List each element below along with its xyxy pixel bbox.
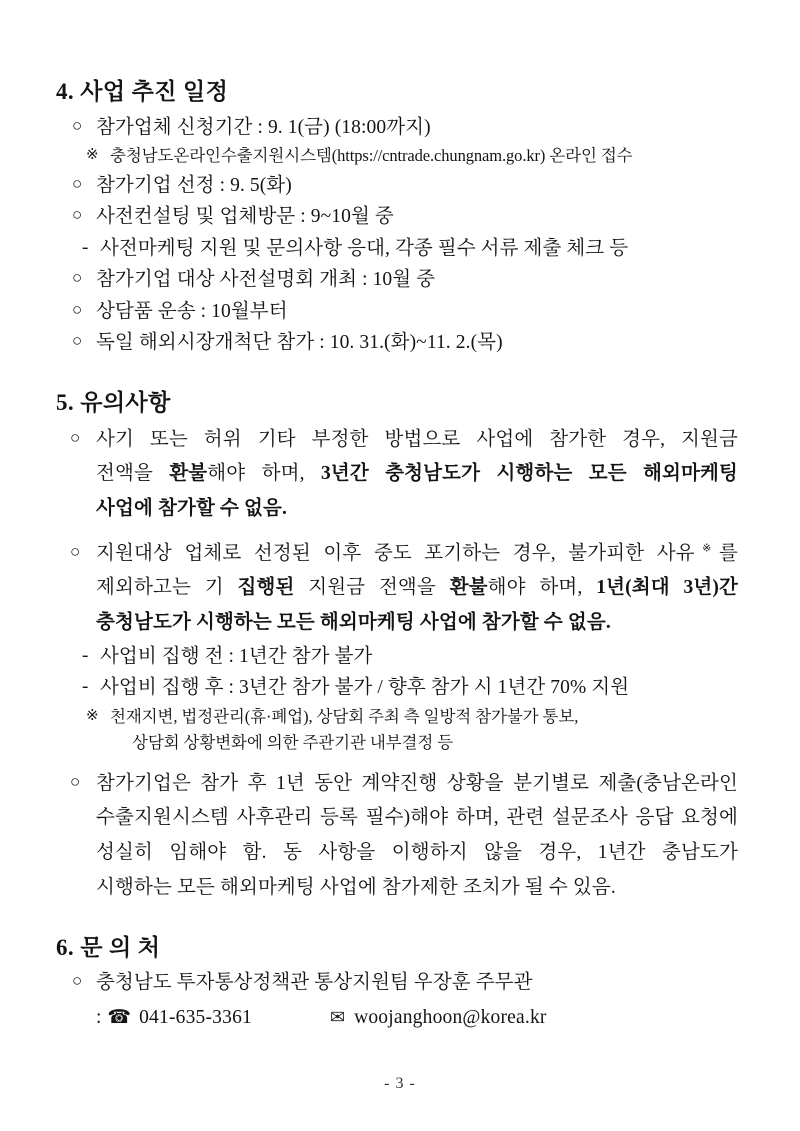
text-run-bold: 집행된 (237, 577, 295, 599)
bullet-dash-icon: - (82, 676, 89, 698)
text-run: 전액을 (96, 463, 170, 485)
section-precautions (56, 389, 738, 906)
reference-mark-superscript: ※ (694, 542, 720, 555)
paragraph-line: 성실히 임해야 함. 동 사항을 이행하지 않을 경우, 1년간 충남도가 (96, 842, 738, 864)
section-5-heading: 5. 유의사항 (56, 390, 171, 416)
phone-number: 041-635-3361 (139, 1006, 252, 1028)
precaution-note-continuation (56, 730, 738, 756)
precaution-note (56, 704, 738, 730)
bullet-circle-icon: ○ (70, 427, 81, 447)
text-run: 지원대상 업체로 선정된 이후 중도 포기하는 경우, 불가피한 사유 (96, 542, 695, 564)
list-item (56, 264, 738, 296)
text-run-bold: 사업에 참가할 수 없음. (96, 498, 287, 520)
paragraph-line (96, 457, 738, 492)
section-4-heading: 4. 사업 추진 일정 (56, 79, 229, 104)
email-address[interactable]: woojanghoon@korea.kr (354, 1006, 547, 1028)
paragraph-line (96, 492, 738, 527)
list-item-text: 독일 해외시장개척단 참가 : 10. 31.(화)~11. 2.(목) (96, 332, 503, 354)
list-item-text: 충청남도온라인수출지원시스템(https://cntrade.chungnam.go.kr) 온라인 접수 (110, 146, 633, 166)
text-run-bold: 1년(최대 3년)간 (596, 577, 738, 599)
contact-details-row (56, 1001, 738, 1034)
text-run-bold: 충청남도가 시행하는 모든 해외마케팅 사업에 참가할 수 없음. (96, 612, 611, 634)
text-run: 를 (719, 542, 739, 564)
list-item-text: 참가기업 대상 사전설명회 개최 : 10월 중 (96, 269, 436, 291)
contact-person-text: 충청남도 투자통상정책관 통상지원팀 우장훈 주무관 (96, 972, 533, 994)
bullet-circle-icon: ○ (72, 173, 83, 193)
list-item-sub (56, 233, 738, 265)
list-item-text: 참가업체 신청기간 : 9. 1(금) (18:00까지) (96, 116, 431, 138)
page-number: - 3 - (384, 1075, 416, 1092)
bullet-circle-icon: ○ (72, 115, 83, 135)
text-run-bold: 환불 (169, 463, 208, 485)
text-run: 해야 하며, (487, 577, 597, 599)
bullet-circle-icon: ○ (70, 771, 81, 791)
paragraph-line (96, 537, 738, 572)
text-run: 제외하고는 기 (96, 577, 238, 599)
text-run-bold: 3년간 충청남도가 시행하는 모든 해외마케팅 (320, 463, 738, 485)
paragraph-line: 참가기업은 참가 후 1년 동안 계약진행 상황을 분기별로 제출(충남온라인 (96, 772, 738, 794)
envelope-icon: ✉ (329, 1006, 346, 1027)
contact-colon: : (96, 1006, 102, 1028)
list-item-text: 사전컨설팅 및 업체방문 : 9~10월 중 (96, 206, 394, 228)
paragraph-line: 시행하는 모든 해외마케팅 사업에 참가제한 조치가 될 수 있음. (96, 876, 616, 898)
text-run-bold: 환불 (449, 577, 488, 599)
section-contact (56, 934, 738, 1034)
list-item (56, 170, 738, 202)
precaution-sub-item (56, 672, 738, 704)
bullet-circle-icon: ○ (72, 299, 83, 319)
precaution-item-3 (56, 767, 738, 906)
list-item-text: 사업비 집행 전 : 1년간 참가 불가 (100, 645, 373, 667)
list-item-text: 사전마케팅 지원 및 문의사항 응대, 각종 필수 서류 제출 체크 등 (100, 237, 629, 259)
list-item-text: 상담품 운송 : 10월부터 (96, 300, 288, 322)
bullet-dash-icon: - (82, 236, 89, 258)
contact-person-row (56, 967, 738, 999)
precaution-item-2 (56, 537, 738, 641)
note-line-2: 상담회 상황변화에 의한 주관기관 내부결정 등 (132, 733, 454, 753)
list-item (56, 112, 738, 144)
bullet-circle-icon: ○ (72, 205, 83, 225)
text-run: 지원금 전액을 (294, 577, 450, 599)
bullet-circle-icon: ○ (72, 971, 83, 991)
bullet-circle-icon: ○ (72, 331, 83, 351)
list-item-text: 사업비 집행 후 : 3년간 참가 불가 / 향후 참가 시 1년간 70% 지원 (100, 677, 630, 699)
text-run: 해야 하며, (207, 463, 321, 485)
reference-mark-icon: ※ (86, 147, 99, 164)
paragraph-line: 수출지원시스템 사후관리 등록 필수)해야 하며, 관련 설문조사 응답 요청에 (96, 807, 738, 829)
paragraph-line (96, 571, 738, 606)
list-item-text: 참가기업 선정 : 9. 5(화) (96, 174, 292, 196)
section-6-heading: 6. 문 의 처 (56, 934, 161, 960)
precaution-item-1 (56, 423, 738, 527)
reference-mark-icon: ※ (86, 708, 99, 724)
section-schedule (56, 78, 738, 359)
list-item (56, 327, 738, 359)
list-item (56, 201, 738, 233)
precaution-sub-item (56, 641, 738, 673)
list-item-note (56, 143, 738, 169)
note-line-1: 천재지변, 법정관리(휴·폐업), 상담회 주최 측 일방적 참가불가 통보, (110, 707, 579, 726)
list-item (56, 296, 738, 328)
bullet-dash-icon: - (82, 644, 89, 666)
paragraph-line: 사기 또는 허위 기타 부정한 방법으로 사업에 참가한 경우, 지원금 (96, 428, 738, 450)
bullet-circle-icon: ○ (72, 268, 83, 288)
bullet-circle-icon: ○ (70, 541, 81, 561)
telephone-icon: ☎ (107, 1006, 132, 1028)
paragraph-line (96, 606, 738, 641)
